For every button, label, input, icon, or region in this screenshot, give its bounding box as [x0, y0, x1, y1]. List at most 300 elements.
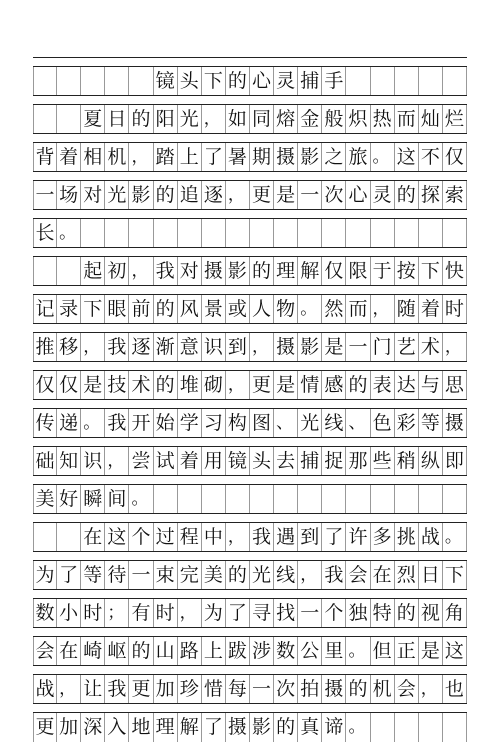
grid-cell: 视 — [419, 599, 443, 628]
grid-cell — [298, 219, 322, 248]
grid-cell: 完 — [178, 561, 202, 590]
grid-cell: 。 — [346, 637, 370, 666]
grid-cell: 我 — [105, 409, 129, 438]
grid-cell — [371, 219, 395, 248]
grid-cell: 的 — [154, 181, 178, 210]
grid-cell — [443, 713, 467, 742]
title-line — [33, 66, 467, 96]
grid-cell: 会 — [33, 637, 57, 666]
grid-cell: 夏 — [81, 105, 105, 134]
grid-cell: 仅 — [443, 143, 467, 172]
grid-cell: ； — [105, 599, 129, 628]
grid-cell: 稍 — [395, 447, 419, 476]
grid-cell: 光 — [105, 181, 129, 210]
grid-cell — [250, 219, 274, 248]
grid-cell — [346, 67, 370, 96]
grid-cell: 始 — [154, 409, 178, 438]
grid-cell: 待 — [105, 561, 129, 590]
grid-cell: 的 — [226, 561, 250, 590]
grid-cell: 我 — [154, 257, 178, 286]
grid-cell: 期 — [250, 143, 274, 172]
grid-cell — [371, 485, 395, 514]
grid-cell: 线 — [274, 561, 298, 590]
grid-cell: 阳 — [154, 105, 178, 134]
grid-cell: 物 — [274, 295, 298, 324]
grid-cell: 下 — [81, 295, 105, 324]
grid-cell: 构 — [226, 409, 250, 438]
grid-cell: 炽 — [346, 105, 370, 134]
grid-cell: 础 — [33, 447, 57, 476]
grid-cell: 相 — [81, 143, 105, 172]
grid-cell: 正 — [395, 637, 419, 666]
grid-cell: ， — [443, 333, 467, 362]
grid-cell: 头 — [250, 447, 274, 476]
grid-cell: 地 — [129, 713, 153, 742]
grid-cell: 开 — [129, 409, 153, 438]
text-line — [33, 446, 467, 476]
grid-cell — [33, 257, 57, 286]
grid-cell: 公 — [298, 637, 322, 666]
grid-cell: 过 — [154, 523, 178, 552]
grid-cell — [154, 219, 178, 248]
grid-cell: 次 — [322, 181, 346, 210]
grid-cell: 移 — [57, 333, 81, 362]
grid-cell — [346, 219, 370, 248]
grid-cell: ， — [226, 523, 250, 552]
grid-cell: 加 — [57, 713, 81, 742]
grid-cell: 记 — [33, 295, 57, 324]
grid-cell: 追 — [178, 181, 202, 210]
grid-cell: 初 — [105, 257, 129, 286]
grid-cell — [419, 219, 443, 248]
grid-cell: 上 — [202, 637, 226, 666]
grid-cell: 门 — [371, 333, 395, 362]
grid-cell: 为 — [202, 599, 226, 628]
grid-cell: 。 — [129, 485, 153, 514]
grid-cell — [178, 219, 202, 248]
grid-cell: 美 — [33, 485, 57, 514]
grid-cell: 热 — [371, 105, 395, 134]
grid-cell: 里 — [322, 637, 346, 666]
grid-cell: 摄 — [202, 257, 226, 286]
grid-cell: 不 — [419, 143, 443, 172]
grid-cell: 小 — [57, 599, 81, 628]
grid-cell: 但 — [371, 637, 395, 666]
grid-cell: 。 — [57, 219, 81, 248]
grid-cell: 金 — [298, 105, 322, 134]
grid-cell: 理 — [154, 713, 178, 742]
grid-cell: 一 — [250, 675, 274, 704]
grid-cell: 摄 — [274, 333, 298, 362]
grid-cell: 纵 — [419, 447, 443, 476]
text-line — [33, 332, 467, 362]
grid-cell: 山 — [154, 637, 178, 666]
grid-cell: 一 — [129, 561, 153, 590]
grid-cell — [178, 485, 202, 514]
grid-cell: 是 — [322, 333, 346, 362]
text-line — [33, 408, 467, 438]
grid-cell: ， — [57, 675, 81, 704]
grid-cell: 感 — [322, 371, 346, 400]
grid-cell: 这 — [105, 523, 129, 552]
grid-cell — [129, 219, 153, 248]
grid-cell: 然 — [322, 295, 346, 324]
grid-cell: 寻 — [250, 599, 274, 628]
grid-cell: 录 — [57, 295, 81, 324]
grid-cell: 情 — [298, 371, 322, 400]
grid-cell: 镜 — [226, 447, 250, 476]
grid-cell: 于 — [371, 257, 395, 286]
grid-cell: 而 — [346, 295, 370, 324]
grid-cell: 光 — [250, 561, 274, 590]
grid-cell: 每 — [226, 675, 250, 704]
grid-cell: 术 — [129, 371, 153, 400]
grid-cell — [202, 485, 226, 514]
grid-cell: 如 — [226, 105, 250, 134]
grid-cell: 知 — [57, 447, 81, 476]
grid-cell: 而 — [395, 105, 419, 134]
grid-cell: 术 — [419, 333, 443, 362]
grid-cell: 角 — [443, 599, 467, 628]
grid-cell: 着 — [57, 143, 81, 172]
grid-cell: 我 — [105, 333, 129, 362]
grid-cell: 传 — [33, 409, 57, 438]
grid-cell: 递 — [57, 409, 81, 438]
grid-cell: 跋 — [226, 637, 250, 666]
grid-cell: 的 — [154, 295, 178, 324]
grid-cell: 长 — [33, 219, 57, 248]
grid-cell: 时 — [81, 599, 105, 628]
grid-cell: 是 — [419, 637, 443, 666]
grid-cell: 灵 — [371, 181, 395, 210]
grid-cell — [57, 523, 81, 552]
grid-cell: 摄 — [226, 713, 250, 742]
grid-cell: 在 — [57, 637, 81, 666]
grid-cell: 解 — [178, 713, 202, 742]
grid-cell: 程 — [178, 523, 202, 552]
text-line — [33, 598, 467, 628]
grid-cell — [33, 105, 57, 134]
grid-cell: ， — [81, 333, 105, 362]
grid-cell: 战 — [419, 523, 443, 552]
grid-cell: 之 — [322, 143, 346, 172]
grid-cell: 个 — [322, 599, 346, 628]
grid-cell: 。 — [81, 409, 105, 438]
grid-cell: 机 — [371, 675, 395, 704]
grid-cell: 拍 — [298, 675, 322, 704]
grid-cell: 达 — [395, 371, 419, 400]
grid-cell — [129, 67, 153, 96]
grid-cell: 会 — [395, 675, 419, 704]
grid-cell: 真 — [298, 713, 322, 742]
grid-cell: 。 — [298, 295, 322, 324]
grid-cell: 日 — [419, 561, 443, 590]
grid-cell: 前 — [129, 295, 153, 324]
grid-cell: 是 — [274, 181, 298, 210]
grid-cell: 是 — [81, 371, 105, 400]
grid-cell — [57, 67, 81, 96]
grid-cell — [395, 485, 419, 514]
grid-cell: 、 — [346, 409, 370, 438]
grid-cell: 去 — [274, 447, 298, 476]
grid-cell — [419, 485, 443, 514]
grid-cell: 图 — [250, 409, 274, 438]
grid-cell: 理 — [274, 257, 298, 286]
grid-cell: 般 — [322, 105, 346, 134]
grid-cell: ， — [105, 447, 129, 476]
grid-cell — [395, 67, 419, 96]
grid-cell: 时 — [443, 295, 467, 324]
grid-cell: 会 — [346, 561, 370, 590]
grid-cell: 解 — [298, 257, 322, 286]
grid-cell: 的 — [226, 67, 250, 96]
grid-cell: 场 — [57, 181, 81, 210]
grid-cell: 战 — [33, 675, 57, 704]
grid-cell: 对 — [178, 257, 202, 286]
grid-cell: 习 — [202, 409, 226, 438]
text-line — [33, 256, 467, 286]
grid-cell: 一 — [33, 181, 57, 210]
grid-cell: 起 — [81, 257, 105, 286]
grid-cell — [274, 485, 298, 514]
grid-cell: ， — [226, 181, 250, 210]
grid-cell — [322, 219, 346, 248]
grid-cell — [371, 67, 395, 96]
text-line — [33, 104, 467, 134]
grid-cell: 摄 — [274, 143, 298, 172]
grid-cell — [226, 485, 250, 514]
grid-cell: 随 — [395, 295, 419, 324]
grid-cell: 影 — [298, 333, 322, 362]
text-line — [33, 636, 467, 666]
grid-cell — [33, 523, 57, 552]
grid-cell: 即 — [443, 447, 467, 476]
grid-cell: 或 — [226, 295, 250, 324]
grid-cell: 这 — [443, 637, 467, 666]
grid-cell: 谛 — [322, 713, 346, 742]
grid-cell — [298, 485, 322, 514]
grid-cell: 到 — [226, 333, 250, 362]
grid-cell — [154, 485, 178, 514]
grid-cell: 的 — [395, 181, 419, 210]
grid-cell: 灿 — [419, 105, 443, 134]
grid-cell: 许 — [346, 523, 370, 552]
text-line — [33, 484, 467, 514]
text-line — [33, 294, 467, 324]
grid-cell: 的 — [395, 599, 419, 628]
grid-cell: 技 — [105, 371, 129, 400]
grid-cell — [395, 713, 419, 742]
grid-cell: 摄 — [322, 675, 346, 704]
grid-cell: 加 — [154, 675, 178, 704]
grid-cell — [57, 105, 81, 134]
grid-cell: 让 — [81, 675, 105, 704]
grid-cell: 着 — [419, 295, 443, 324]
grid-cell: 尝 — [129, 447, 153, 476]
text-line — [33, 180, 467, 210]
grid-cell: 的 — [129, 637, 153, 666]
grid-cell: 有 — [129, 599, 153, 628]
grid-cell: 限 — [346, 257, 370, 286]
grid-cell: 日 — [105, 105, 129, 134]
grid-cell: 探 — [419, 181, 443, 210]
grid-cell: 在 — [371, 561, 395, 590]
grid-cell: 数 — [274, 637, 298, 666]
grid-cell: 烂 — [443, 105, 467, 134]
grid-cell: 的 — [154, 371, 178, 400]
grid-cell: 了 — [322, 523, 346, 552]
grid-cell: 了 — [226, 599, 250, 628]
grid-cell: ， — [371, 295, 395, 324]
grid-cell: 心 — [250, 67, 274, 96]
grid-cell: 仅 — [33, 371, 57, 400]
grid-cell: 思 — [443, 371, 467, 400]
grid-cell: 的 — [129, 105, 153, 134]
grid-cell — [443, 219, 467, 248]
grid-cell: 快 — [443, 257, 467, 286]
grid-cell: ， — [419, 675, 443, 704]
grid-cell: 景 — [202, 295, 226, 324]
grid-cell — [33, 67, 57, 96]
grid-cell: 等 — [81, 561, 105, 590]
grid-cell: 线 — [322, 409, 346, 438]
grid-cell: 些 — [371, 447, 395, 476]
grid-cell: 机 — [105, 143, 129, 172]
grid-cell: ， — [129, 257, 153, 286]
grid-cell: 烈 — [395, 561, 419, 590]
grid-cell: ， — [202, 105, 226, 134]
grid-cell: 的 — [250, 257, 274, 286]
grid-cell: 时 — [154, 599, 178, 628]
grid-cell: 头 — [178, 67, 202, 96]
grid-cell: ， — [178, 599, 202, 628]
grid-cell: 这 — [395, 143, 419, 172]
grid-cell: 更 — [250, 371, 274, 400]
composition-grid-paper — [33, 57, 467, 738]
text-line — [33, 712, 467, 742]
grid-cell: 、 — [274, 409, 298, 438]
grid-cell: 珍 — [178, 675, 202, 704]
grid-cell: 熔 — [274, 105, 298, 134]
grid-cell: 了 — [202, 713, 226, 742]
grid-cell: 下 — [443, 561, 467, 590]
grid-cell: 识 — [202, 333, 226, 362]
grid-cell: 用 — [202, 447, 226, 476]
grid-cell: 我 — [322, 561, 346, 590]
grid-cell: 好 — [57, 485, 81, 514]
grid-cell: ， — [129, 143, 153, 172]
grid-cell — [57, 257, 81, 286]
grid-cell: 逐 — [129, 333, 153, 362]
grid-cell: 仅 — [57, 371, 81, 400]
grid-cell: 背 — [33, 143, 57, 172]
grid-cell: 学 — [178, 409, 202, 438]
grid-cell — [202, 219, 226, 248]
grid-cell: 找 — [274, 599, 298, 628]
grid-cell: 渐 — [154, 333, 178, 362]
grid-cell: 。 — [346, 713, 370, 742]
grid-cell: 的 — [346, 675, 370, 704]
grid-cell: 遇 — [274, 523, 298, 552]
grid-cell: 与 — [419, 371, 443, 400]
grid-cell: 岖 — [105, 637, 129, 666]
grid-cell: 按 — [395, 257, 419, 286]
grid-cell: 束 — [154, 561, 178, 590]
grid-cell: 瞬 — [81, 485, 105, 514]
grid-cell: 一 — [346, 333, 370, 362]
grid-cell: 下 — [202, 67, 226, 96]
grid-cell: 特 — [371, 599, 395, 628]
grid-cell: 艺 — [395, 333, 419, 362]
grid-cell: 涉 — [250, 637, 274, 666]
grid-cell — [81, 219, 105, 248]
grid-cell: 色 — [371, 409, 395, 438]
grid-cell: 手 — [322, 67, 346, 96]
grid-cell: 捕 — [298, 67, 322, 96]
grid-cell: 镜 — [154, 67, 178, 96]
grid-cell: 旅 — [346, 143, 370, 172]
grid-cell — [81, 67, 105, 96]
grid-cell: 影 — [250, 713, 274, 742]
grid-cell: 影 — [298, 143, 322, 172]
text-line — [33, 522, 467, 552]
grid-cell: 灵 — [274, 67, 298, 96]
grid-cell — [322, 485, 346, 514]
text-line — [33, 142, 467, 172]
grid-cell: 意 — [178, 333, 202, 362]
grid-cell: 心 — [346, 181, 370, 210]
grid-cell: 更 — [129, 675, 153, 704]
grid-cell — [419, 67, 443, 96]
grid-cell: 我 — [105, 675, 129, 704]
grid-cell: 人 — [250, 295, 274, 324]
grid-cell: 也 — [443, 675, 467, 704]
grid-cell — [419, 713, 443, 742]
grid-cell: 在 — [81, 523, 105, 552]
text-line — [33, 674, 467, 704]
grid-cell — [105, 219, 129, 248]
grid-cell: 下 — [419, 257, 443, 286]
grid-cell: ， — [226, 371, 250, 400]
grid-cell: 数 — [33, 599, 57, 628]
grid-cell — [105, 67, 129, 96]
grid-cell — [346, 485, 370, 514]
grid-cell: 上 — [178, 143, 202, 172]
grid-cell: 了 — [202, 143, 226, 172]
grid-cell: 个 — [129, 523, 153, 552]
grid-cell: 多 — [371, 523, 395, 552]
text-line — [33, 370, 467, 400]
grid-cell: 试 — [154, 447, 178, 476]
grid-cell: 。 — [443, 523, 467, 552]
grid-cell: 次 — [274, 675, 298, 704]
grid-cell: 了 — [57, 561, 81, 590]
grid-cell — [274, 219, 298, 248]
grid-cell: 一 — [298, 181, 322, 210]
grid-cell: 捕 — [298, 447, 322, 476]
grid-cell: 惜 — [202, 675, 226, 704]
grid-cell: 中 — [202, 523, 226, 552]
grid-cell: 影 — [129, 181, 153, 210]
text-line — [33, 218, 467, 248]
grid-cell: ， — [298, 561, 322, 590]
grid-cell: 间 — [105, 485, 129, 514]
grid-cell: 我 — [250, 523, 274, 552]
grid-cell: 更 — [33, 713, 57, 742]
grid-cell: 着 — [178, 447, 202, 476]
grid-cell: 的 — [274, 713, 298, 742]
grid-cell — [443, 67, 467, 96]
